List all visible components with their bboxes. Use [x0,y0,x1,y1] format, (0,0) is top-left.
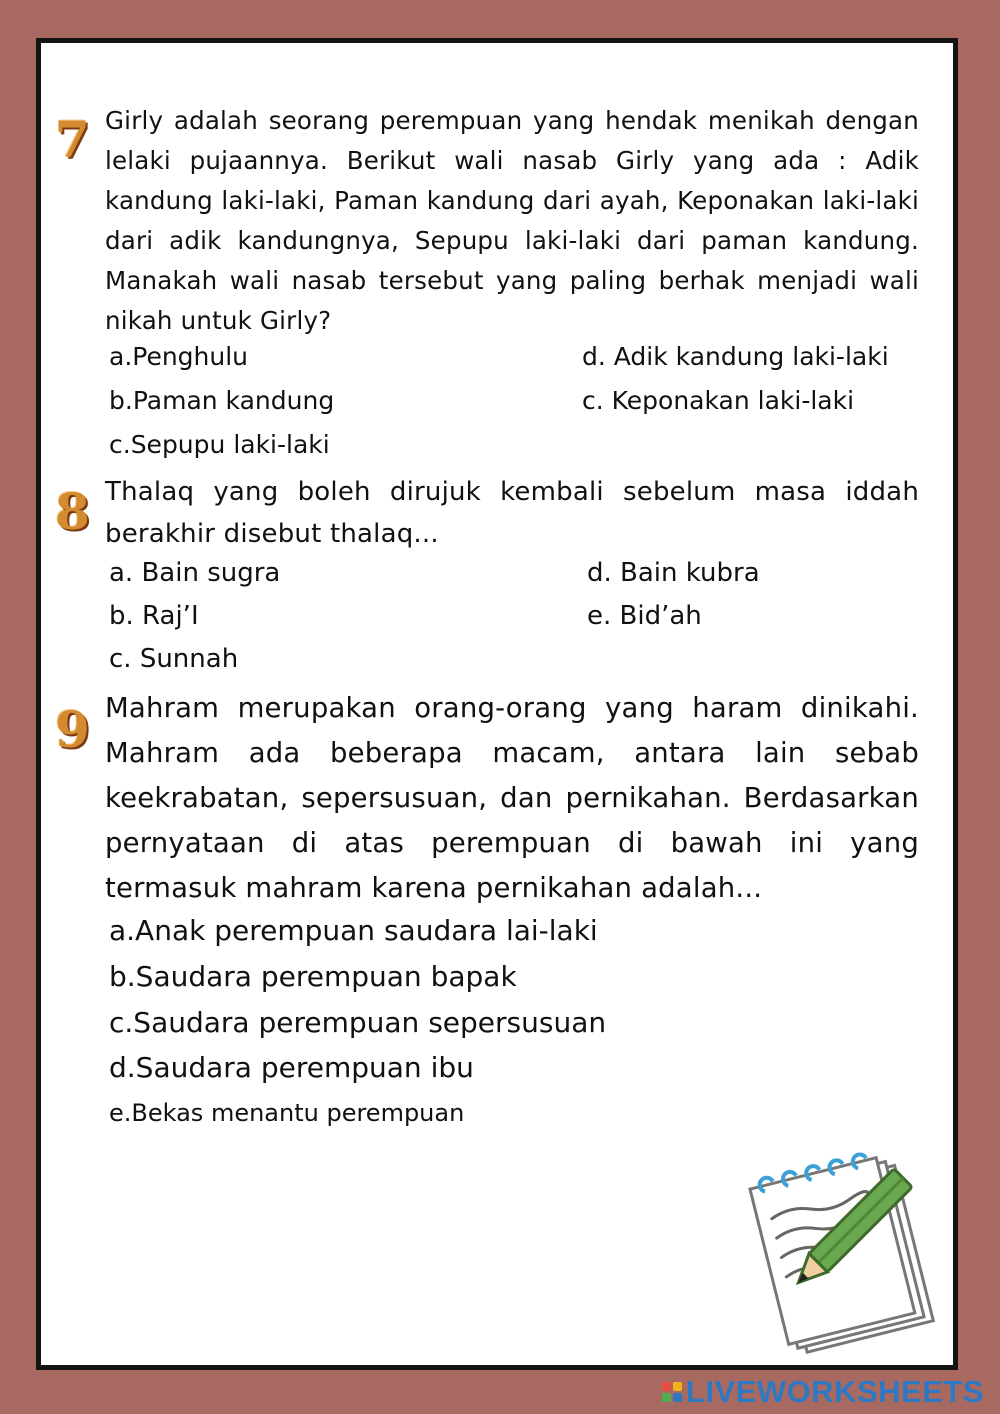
option-e[interactable]: e. Bid’ah [587,601,702,631]
notepad-pencil-icon [746,1140,956,1370]
option-a[interactable]: a.Penghulu [109,342,249,371]
option-c[interactable]: c.Saudara perempuan sepersusuan [109,1006,607,1039]
option-d[interactable]: d. Bain kubra [587,558,760,588]
option-c-2[interactable]: c.Sepupu laki-laki [109,430,330,459]
option-e[interactable]: e.Bekas menantu perempuan [109,1099,465,1127]
option-a[interactable]: a. Bain sugra [109,558,281,588]
question-number: 8 [55,482,90,541]
option-d[interactable]: d.Saudara perempuan ibu [109,1051,474,1084]
option-b[interactable]: b. Raj’I [109,601,199,631]
question-text: Mahram merupakan orang-orang yang haram dinikahi. Mahram ada beberapa macam, antara lain sebab keekrabatan, sepersusuan, dan pernikahan. Berdasarkan pernyataan di atas perempuan di bawah ini yang termasuk mahram karena pernikahan adalah... [105,692,919,904]
option-c[interactable]: c. Sunnah [109,644,239,674]
question-text: Thalaq yang boleh dirujuk kembali sebelum masa iddah berakhir disebut thalaq... [105,477,919,549]
option-b[interactable]: b.Paman kandung [109,386,335,415]
option-c[interactable]: c. Keponakan laki-laki [582,386,855,415]
liveworksheets-brand[interactable] [662,1374,984,1410]
question-number: 9 [55,700,90,759]
question-text: Girly adalah seorang perempuan yang hendak menikah dengan lelaki pujaannya. Berikut wali nasab Girly yang ada : Adik kandung laki-laki, Paman kandung dari ayah, Keponakan laki-laki dari adik kandungnya, Sepupu laki-laki dari paman kandung. Manakah wali nasab tersebut yang paling berhak menjadi wali nikah untuk Girly? [105,106,919,335]
option-d[interactable]: d. Adik kandung laki-laki [582,342,889,371]
question-number: 7 [55,110,90,169]
option-b[interactable]: b.Saudara perempuan bapak [109,960,517,993]
worksheet-page [36,38,958,1370]
liveworksheets-logo-icon [662,1382,682,1402]
brand-text: LIVEWORKSHEETS [685,1374,984,1409]
option-a[interactable]: a.Anak perempuan saudara lai-laki [109,914,598,947]
